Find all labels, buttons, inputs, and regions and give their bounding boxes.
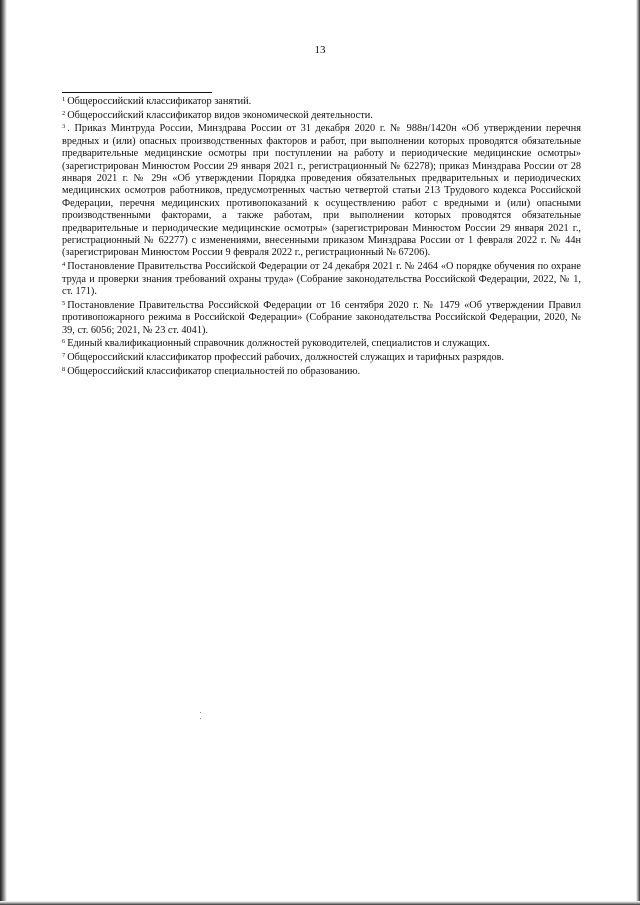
scan-speck	[200, 718, 201, 719]
footnote-marker: 7	[62, 351, 66, 359]
scan-speck	[200, 712, 201, 713]
scan-edge-bottom	[0, 901, 640, 905]
footnote-6	[62, 338, 581, 350]
footnote-marker: 1	[62, 96, 66, 103]
footnote-8	[62, 366, 581, 378]
footnote-3	[62, 123, 581, 259]
footnotes-list	[62, 96, 581, 379]
footnote-text: Общероссийский классификатор профессий рабочих, должностей служащих и тарифных разрядов.	[67, 351, 505, 363]
footnote-marker: 2	[62, 109, 66, 117]
footnote-marker: 3	[62, 123, 66, 131]
footnote-text: Общероссийский классификатор специальностей по образованию.	[67, 365, 361, 377]
footnote-7	[62, 352, 581, 364]
footnote-marker: 4	[62, 261, 66, 269]
footnote-text: Единый квалификационный справочник должностей руководителей, специалистов и служащих.	[67, 338, 490, 350]
footnote-1	[62, 96, 581, 108]
page-number: 13	[314, 44, 326, 56]
footnote-text: . Приказ Минтруда России, Минздрава России от 31 декабря 2020 г. № 988н/1420н «Об утверждении перечня вредных и (или) опасных производственных факторов и работ, при выполнении которых проводятся обязательные предварительные медицинские осмотры при поступлении на работу и периодические медицинские осмотры» (зарегистрирован Минюстом России 29 января 2021 г., регистрационный № 62278); приказ Минздрава России от 28 января 2021 г. № 29н «Об утверждении Порядка проведения обязательных предварительных и периодических медицинских осмотров работников, предусмотренных частью четвертой статьи 213 Трудового кодекса Российской Федерации, перечня медицинских противопоказаний к осуществлению работ с вредными и (или) опасными производственными факторами, а также работам, при выполнении которых проводятся обязательные предварительные и периодические медицинские осмотры» (зарегистрирован Минюстом России 29 января 2021 г., регистрационный № 62277) с изменениями, внесенными приказом Минздрава России от 1 февраля 2022 г. № 44н (зарегистрирован Минюстом России 9 февраля 2022 г., регистрационный № 67206).	[62, 123, 581, 259]
scan-edge-left	[0, 0, 7, 905]
footnote-text: Постановление Правительства Российской Федерации от 24 декабря 2021 г. № 2464 «О порядке обучения по охране труда и проверки знания требований охраны труда» (Собрание законодательства Российской Федерации, 2022, № 1, ст. 171).	[62, 261, 581, 297]
footnote-text: Общероссийский классификатор занятий.	[67, 96, 252, 107]
footnote-text: Постановление Правительства Российской Федерации от 16 сентября 2020 г. № 1479 «Об утверждении Правил противопожарного режима в Российской Федерации» (Собрание законодательства Российской Федерации, 2020, № 39, ст. 6056; 2021, № 23 ст. 4041).	[62, 299, 581, 336]
footnote-separator	[62, 92, 212, 93]
scan-edge-right	[636, 0, 640, 905]
footnote-2	[62, 110, 581, 122]
footnote-5	[62, 300, 581, 337]
footnote-marker: 5	[62, 299, 66, 307]
footnote-marker: 8	[62, 365, 66, 373]
footnote-text: Общероссийский классификатор видов экономической деятельности.	[67, 109, 373, 121]
footnote-4	[62, 261, 581, 298]
footnote-marker: 6	[62, 338, 66, 346]
